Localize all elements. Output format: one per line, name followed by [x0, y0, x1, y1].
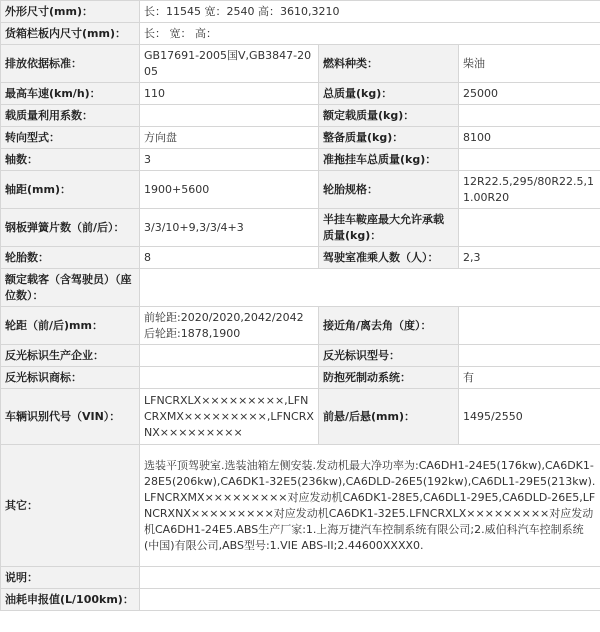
label-vin: 车辆识别代号（VIN）：: [1, 389, 140, 445]
label-cab-capacity: 驾驶室准乘人数（人）：: [319, 247, 459, 269]
label-track-width: 轮距（前/后)mm：: [1, 307, 140, 345]
table-row: [1, 149, 600, 171]
table-row: [1, 171, 600, 209]
label-rated-passengers: 额定载客（含驾驶员）（座位数）：: [1, 269, 140, 307]
label-rated-load: 额定载质量(kg)：: [319, 105, 459, 127]
value-emission-standard: GB17691-2005国Ⅴ,GB3847-2005: [140, 45, 319, 83]
value-overhang: 1495/2550: [459, 389, 600, 445]
label-max-speed: 最高车速(km/h)：: [1, 83, 140, 105]
table-row: [1, 209, 600, 247]
label-saddle-load: 半挂车鞍座最大允许承载质量(kg)：: [319, 209, 459, 247]
table-row: [1, 445, 600, 567]
value-fuel-consumption: [140, 589, 600, 611]
value-dimensions: 长：11545 宽：2540 高：3610,3210: [140, 1, 600, 23]
value-saddle-load: [459, 209, 600, 247]
label-reflector-maker: 反光标识生产企业：: [1, 345, 140, 367]
label-load-factor: 载质量利用系数：: [1, 105, 140, 127]
label-steering-type: 转向型式：: [1, 127, 140, 149]
table-row: [1, 389, 600, 445]
value-reflector-maker: [140, 345, 319, 367]
value-trailer-mass: [459, 149, 600, 171]
table-row: [1, 345, 600, 367]
value-tire-count: 8: [140, 247, 319, 269]
value-track-width: 前轮距:2020/2020,2042/2042 后轮距:1878,1900: [140, 307, 319, 345]
table-row: [1, 23, 600, 45]
value-vin: LFNCRXLX×××××××××,LFNCRXMX×××××××××,LFNCRXNX×××××××××: [140, 389, 319, 445]
table-row: [1, 1, 600, 23]
value-rated-passengers: [140, 269, 600, 307]
value-cargo-box-dimensions: 长： 宽： 高：: [140, 23, 600, 45]
label-trailer-mass: 准拖挂车总质量(kg)：: [319, 149, 459, 171]
label-other: 其它：: [1, 445, 140, 567]
label-overhang: 前悬/后悬(mm)：: [319, 389, 459, 445]
label-emission-standard: 排放依据标准：: [1, 45, 140, 83]
value-rated-load: [459, 105, 600, 127]
label-reflector-brand: 反光标识商标：: [1, 367, 140, 389]
label-wheelbase: 轴距(mm)：: [1, 171, 140, 209]
label-fuel-type: 燃料种类：: [319, 45, 459, 83]
label-reflector-model: 反光标识型号：: [319, 345, 459, 367]
value-cab-capacity: 2,3: [459, 247, 600, 269]
value-reflector-model: [459, 345, 600, 367]
label-leaf-springs: 钢板弹簧片数（前/后）：: [1, 209, 140, 247]
label-dimensions: 外形尺寸(mm)：: [1, 1, 140, 23]
value-fuel-type: 柴油: [459, 45, 600, 83]
value-tire-spec: 12R22.5,295/80R22.5,11.00R20: [459, 171, 600, 209]
value-other: 选装平顶驾驶室.选装油箱左侧安装.发动机最大净功率为:CA6DH1-24E5(176kw),CA6DK1-28E5(206kw),CA6DK1-32E5(236kw),CA6DLD-26E5(192kw),CA6DL1-29E5(213kw).LFNCRXMX×××××××××对应发动机CA6DK1-28E5,CA6DL1-29E5,CA6DLD-26E5,LFNCRXNX×××××××××对应发动机CA6DK1-32E5.LFNCRXLX×××××××××对应发动机CA6DH1-24E5.ABS生产厂家:1.上海万捷汽车控制系统有限公司;2.威伯科汽车控制系统(中国)有限公司,ABS型号:1.VIE ABS-II;2.44600XXXX0.: [140, 445, 600, 567]
table-row: [1, 367, 600, 389]
table-row: [1, 567, 600, 589]
value-wheelbase: 1900+5600: [140, 171, 319, 209]
label-fuel-consumption: 油耗申报值(L/100km)：: [1, 589, 140, 611]
value-max-speed: 110: [140, 83, 319, 105]
table-row: [1, 45, 600, 83]
value-notes: [140, 567, 600, 589]
value-reflector-brand: [140, 367, 319, 389]
table-row: [1, 83, 600, 105]
label-approach-departure-angle: 接近角/离去角（度）：: [319, 307, 459, 345]
table-row: [1, 105, 600, 127]
label-gross-mass: 总质量(kg)：: [319, 83, 459, 105]
label-cargo-box-dimensions: 货箱栏板内尺寸(mm)：: [1, 23, 140, 45]
label-curb-mass: 整备质量(kg)：: [319, 127, 459, 149]
label-notes: 说明：: [1, 567, 140, 589]
table-row: [1, 127, 600, 149]
label-abs: 防抱死制动系统：: [319, 367, 459, 389]
table-row: [1, 247, 600, 269]
value-abs: 有: [459, 367, 600, 389]
label-tire-spec: 轮胎规格：: [319, 171, 459, 209]
value-approach-departure-angle: [459, 307, 600, 345]
label-axle-count: 轴数：: [1, 149, 140, 171]
value-curb-mass: 8100: [459, 127, 600, 149]
label-tire-count: 轮胎数：: [1, 247, 140, 269]
value-load-factor: [140, 105, 319, 127]
value-axle-count: 3: [140, 149, 319, 171]
value-leaf-springs: 3/3/10+9,3/3/4+3: [140, 209, 319, 247]
table-row: [1, 589, 600, 611]
table-row: [1, 269, 600, 307]
value-gross-mass: 25000: [459, 83, 600, 105]
value-steering-type: 方向盘: [140, 127, 319, 149]
table-row: [1, 307, 600, 345]
